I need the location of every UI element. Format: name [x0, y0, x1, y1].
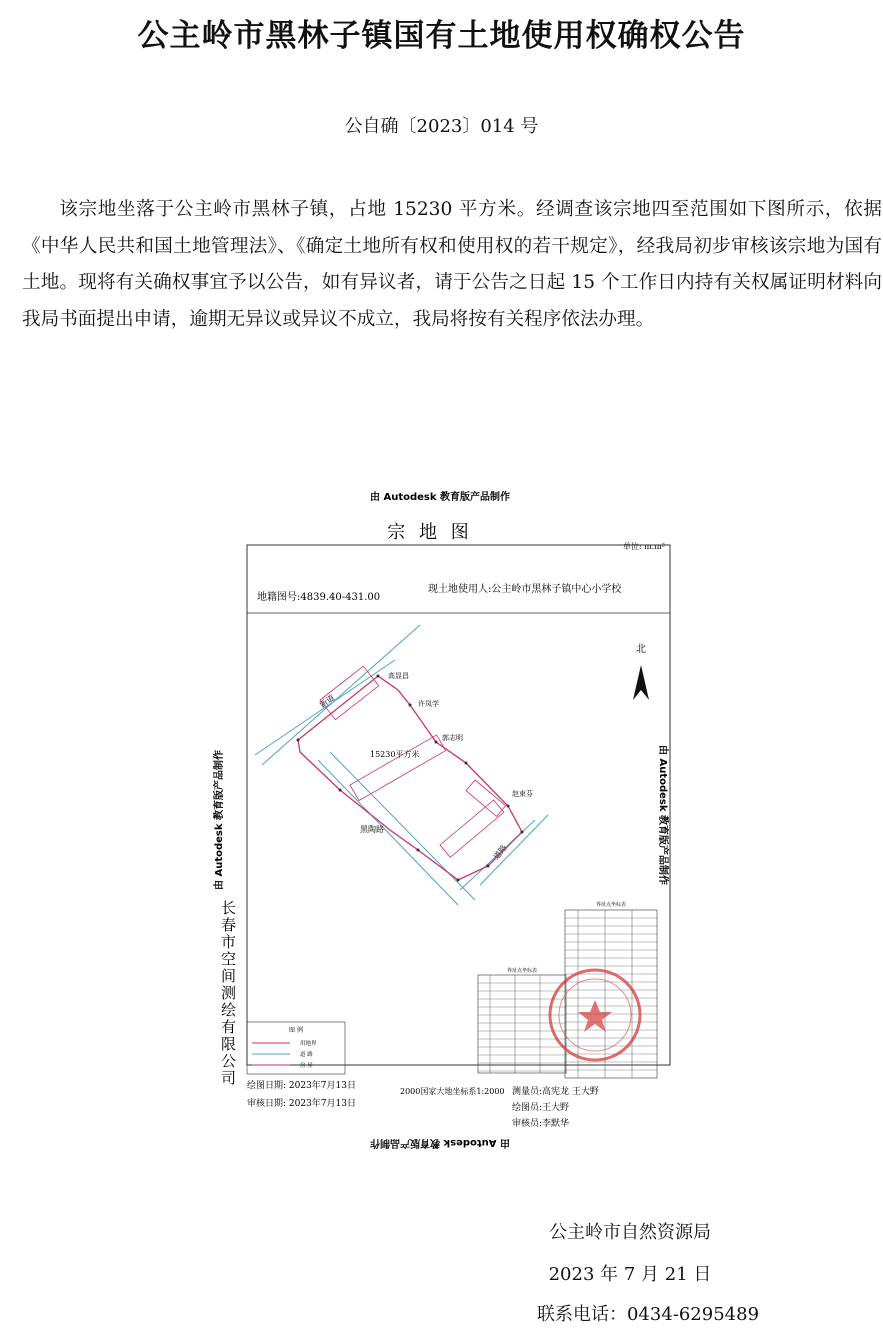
map-heading: 宗 地 图: [387, 522, 473, 543]
legend-item: 道 路: [300, 1052, 313, 1058]
table-title: 界址点坐标表: [506, 968, 538, 974]
map-watermark-top: 由 Autodesk 教育版产品制作: [369, 492, 511, 503]
parcel-boundary: [298, 676, 522, 880]
map-watermark-bottom: 由 Autodesk 教育版产品制作: [369, 1137, 511, 1148]
legend-item: 房 屋: [300, 1063, 313, 1069]
road-label-heitao: 黑陶路: [360, 825, 384, 834]
road-lines: [255, 625, 548, 905]
map-watermark-left: 由 Autodesk 教育版产品制作: [214, 749, 225, 891]
table-title: 界址点坐标表: [595, 902, 627, 908]
issue-date: 2023 年 7 月 21 日: [548, 1264, 712, 1285]
map-frame: [247, 545, 670, 1065]
road-label-daolu: 道路: [491, 843, 509, 862]
neighbor-label: 郭志明: [442, 734, 463, 742]
neighbor-label: 赵束芬: [512, 790, 533, 798]
contact-phone: 联系电话：0434-6295489: [536, 1304, 760, 1325]
review-date: 审核日期: 2023年7月13日: [247, 1099, 356, 1109]
current-land-user: 现土地使用人:公主岭市黑林子镇中心小学校: [428, 584, 622, 595]
drafter: 绘图员:王大野: [512, 1103, 570, 1113]
map-legend: [247, 1022, 345, 1074]
surveyors: 测量员:高宪龙 王大野: [512, 1087, 599, 1097]
neighbor-label: 许凤学: [418, 700, 439, 708]
notice-body: 该宗地坐落于公主岭市黑林子镇，占地 15230 平方米。经调查该宗地四至范围如下图所示，依据《中华人民共和国土地管理法》、《确定土地所有权和使用权的若干规定》，经我局初步审核该宗地为国有土地。现将有关确权事宜予以公告，如有异议者，请于公告之日起 15 个工作日内持有关权属证明材料向我局书面提出申请，逾期无异议或异议不成立，我局将按有关程序依法办理。: [22, 199, 882, 330]
issuing-organization: 公主岭市自然资源局: [549, 1222, 711, 1243]
map-watermark-right: 由 Autodesk 教育版产品制作: [657, 744, 668, 886]
parcel-number: 地籍图号:4839.40-431.00: [257, 592, 381, 603]
draw-date: 绘图日期: 2023年7月13日: [247, 1081, 356, 1091]
reviewer: 审核员:李默华: [512, 1119, 570, 1129]
survey-company: 长春市空间测绘有限公司: [219, 900, 237, 1087]
document-number: 公自确〔2023〕014 号: [344, 116, 539, 137]
coordinate-table-right: [565, 901, 657, 1078]
parcel-map: [205, 486, 675, 1150]
svg-text:北: 北: [636, 644, 646, 655]
map-unit: 单位: m.m²: [622, 542, 665, 551]
building-outlines: [320, 666, 506, 857]
neighbor-label: 高显昌: [388, 672, 409, 680]
road-label-xindao: 新道: [317, 693, 337, 710]
legend-title: 图 例: [289, 1027, 303, 1034]
notice-title: 公主岭市黑林子镇国有土地使用权确权公告: [137, 18, 746, 54]
coordinate-system: 2000国家大地坐标系1:2000: [400, 1087, 505, 1096]
parcel-area-label: 15230平方米: [370, 750, 420, 759]
legend-item: 用地界: [300, 1041, 317, 1047]
north-arrow-icon: [633, 643, 649, 700]
